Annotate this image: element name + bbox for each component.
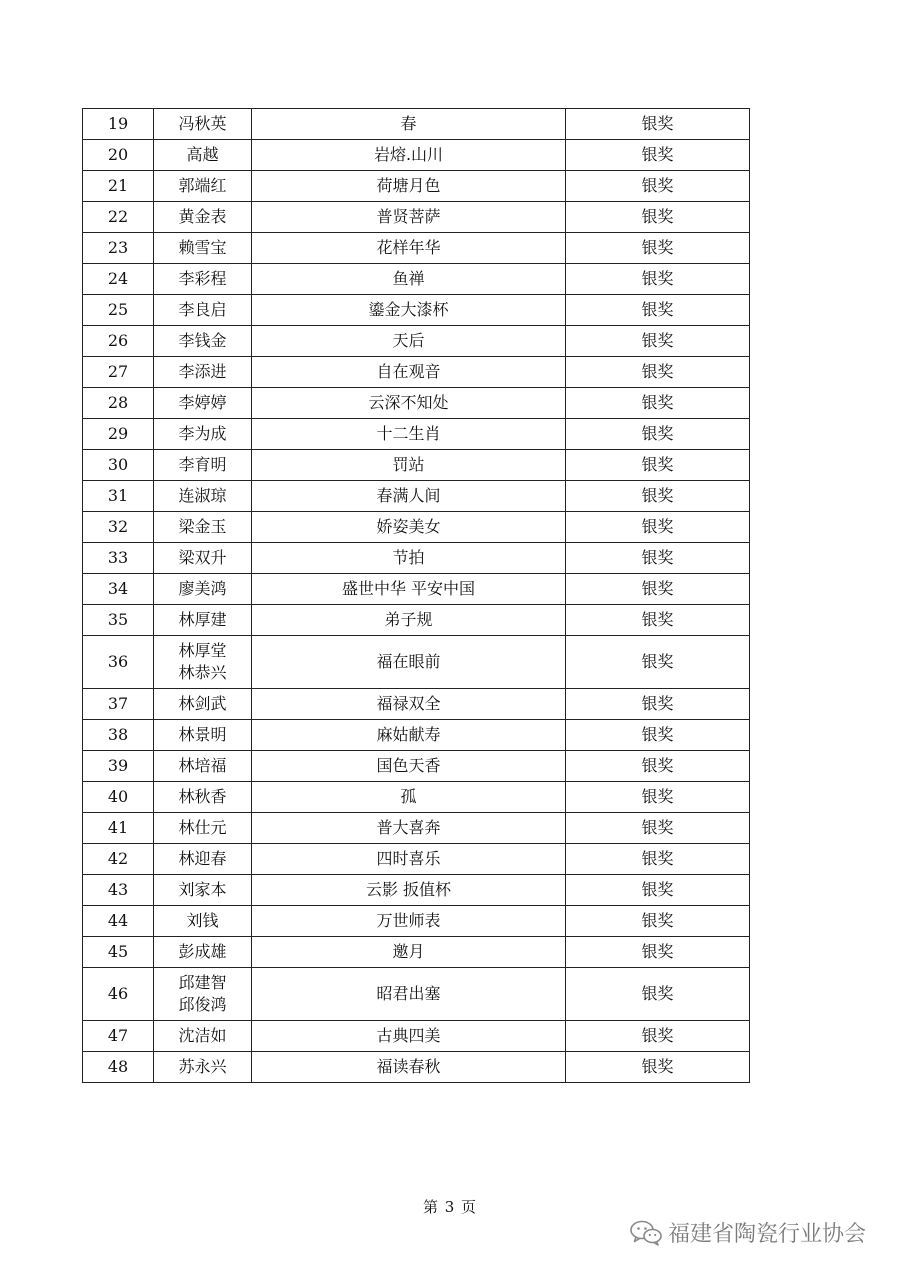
table-row xyxy=(83,202,750,233)
table-row xyxy=(83,875,750,906)
author-name-cell xyxy=(154,574,252,605)
work-title: 云影 扳值杯 xyxy=(252,875,566,906)
award-level: 银奖 xyxy=(566,605,750,636)
table-row xyxy=(83,906,750,937)
author-name: 李良启 xyxy=(178,300,227,319)
author-name: 连淑琼 xyxy=(178,486,227,505)
award-level: 银奖 xyxy=(566,419,750,450)
award-level: 银奖 xyxy=(566,326,750,357)
row-number: 22 xyxy=(83,202,154,233)
row-number: 42 xyxy=(83,844,154,875)
table-row xyxy=(83,171,750,202)
row-number: 21 xyxy=(83,171,154,202)
author-name: 赖雪宝 xyxy=(178,238,227,257)
row-number: 35 xyxy=(83,605,154,636)
row-number: 29 xyxy=(83,419,154,450)
author-name-cell xyxy=(154,388,252,419)
work-title: 福在眼前 xyxy=(252,636,566,689)
row-number: 19 xyxy=(83,109,154,140)
award-level: 银奖 xyxy=(566,202,750,233)
award-level: 银奖 xyxy=(566,264,750,295)
award-level: 银奖 xyxy=(566,875,750,906)
work-title: 鎏金大漆杯 xyxy=(252,295,566,326)
work-title: 荷塘月色 xyxy=(252,171,566,202)
row-number: 24 xyxy=(83,264,154,295)
table-row xyxy=(83,357,750,388)
table-row xyxy=(83,140,750,171)
row-number: 31 xyxy=(83,481,154,512)
award-level: 银奖 xyxy=(566,906,750,937)
author-name: 刘钱 xyxy=(186,911,219,930)
table-row xyxy=(83,109,750,140)
work-title: 福禄双全 xyxy=(252,689,566,720)
work-title: 天后 xyxy=(252,326,566,357)
row-number: 32 xyxy=(83,512,154,543)
author-name-cell xyxy=(154,937,252,968)
author-name: 李育明 xyxy=(178,455,227,474)
author-name: 高越 xyxy=(186,145,219,164)
award-level: 银奖 xyxy=(566,450,750,481)
author-name-cell xyxy=(154,419,252,450)
author-name-cell xyxy=(154,636,252,689)
award-level: 银奖 xyxy=(566,844,750,875)
award-level: 银奖 xyxy=(566,140,750,171)
author-name: 梁金玉 xyxy=(178,517,227,536)
table-row xyxy=(83,450,750,481)
work-title: 鱼禅 xyxy=(252,264,566,295)
author-name: 沈洁如 xyxy=(178,1026,227,1045)
award-level: 银奖 xyxy=(566,357,750,388)
work-title: 十二生肖 xyxy=(252,419,566,450)
author-name-cell xyxy=(154,1052,252,1083)
row-number: 20 xyxy=(83,140,154,171)
award-level: 银奖 xyxy=(566,171,750,202)
row-number: 38 xyxy=(83,720,154,751)
row-number: 37 xyxy=(83,689,154,720)
table-row xyxy=(83,813,750,844)
author-name: 林迎春 xyxy=(178,849,227,868)
author-name-cell xyxy=(154,605,252,636)
award-table-body xyxy=(83,109,750,1083)
award-level: 银奖 xyxy=(566,543,750,574)
author-name: 林培福 xyxy=(178,756,227,775)
author-name: 彭成雄 xyxy=(178,942,227,961)
author-name-cell xyxy=(154,109,252,140)
work-title: 普贤菩萨 xyxy=(252,202,566,233)
table-row xyxy=(83,605,750,636)
author-name: 林秋香 xyxy=(178,787,227,806)
row-number: 25 xyxy=(83,295,154,326)
row-number: 36 xyxy=(83,636,154,689)
work-title: 花样年华 xyxy=(252,233,566,264)
work-title: 罚站 xyxy=(252,450,566,481)
author-name-cell xyxy=(154,264,252,295)
award-level: 银奖 xyxy=(566,574,750,605)
author-name: 梁双升 xyxy=(178,548,227,567)
author-name-cell xyxy=(154,202,252,233)
row-number: 34 xyxy=(83,574,154,605)
work-title: 四时喜乐 xyxy=(252,844,566,875)
award-level: 银奖 xyxy=(566,968,750,1021)
author-name: 冯秋英 xyxy=(178,114,227,133)
table-row xyxy=(83,689,750,720)
row-number: 45 xyxy=(83,937,154,968)
table-row xyxy=(83,720,750,751)
work-title: 昭君出塞 xyxy=(252,968,566,1021)
author-name-cell xyxy=(154,968,252,1021)
author-name: 李为成 xyxy=(178,424,227,443)
work-title: 节拍 xyxy=(252,543,566,574)
work-title: 邀月 xyxy=(252,937,566,968)
table-row xyxy=(83,968,750,1021)
work-title: 麻姑献寿 xyxy=(252,720,566,751)
author-name: 苏永兴 xyxy=(178,1057,227,1076)
row-number: 33 xyxy=(83,543,154,574)
award-table xyxy=(82,108,750,1083)
row-number: 41 xyxy=(83,813,154,844)
table-row xyxy=(83,264,750,295)
work-title: 娇姿美女 xyxy=(252,512,566,543)
watermark-text: 福建省陶瓷行业协会 xyxy=(668,1222,867,1247)
work-title: 孤 xyxy=(252,782,566,813)
author-name: 李彩程 xyxy=(178,269,227,288)
author-name-cell xyxy=(154,1021,252,1052)
work-title: 自在观音 xyxy=(252,357,566,388)
author-name: 邱建智 xyxy=(178,973,227,992)
table-row xyxy=(83,844,750,875)
work-title: 国色天香 xyxy=(252,751,566,782)
award-level: 银奖 xyxy=(566,813,750,844)
award-level: 银奖 xyxy=(566,937,750,968)
work-title: 盛世中华 平安中国 xyxy=(252,574,566,605)
author-name: 林仕元 xyxy=(178,818,227,837)
author-name-cell xyxy=(154,751,252,782)
award-level: 银奖 xyxy=(566,1052,750,1083)
award-level: 银奖 xyxy=(566,109,750,140)
award-level: 银奖 xyxy=(566,636,750,689)
award-level: 银奖 xyxy=(566,751,750,782)
author-name: 李钱金 xyxy=(178,331,227,350)
author-name-cell xyxy=(154,875,252,906)
row-number: 26 xyxy=(83,326,154,357)
table-row xyxy=(83,419,750,450)
table-row xyxy=(83,1021,750,1052)
award-level: 银奖 xyxy=(566,782,750,813)
author-name: 林厚堂 xyxy=(178,641,227,660)
table-row xyxy=(83,388,750,419)
author-name-cell xyxy=(154,450,252,481)
row-number: 23 xyxy=(83,233,154,264)
work-title: 普大喜奔 xyxy=(252,813,566,844)
work-title: 春 xyxy=(252,109,566,140)
table-row xyxy=(83,543,750,574)
wechat-icon xyxy=(630,1220,662,1246)
table-row xyxy=(83,751,750,782)
work-title: 弟子规 xyxy=(252,605,566,636)
table-row xyxy=(83,1052,750,1083)
table-row xyxy=(83,481,750,512)
work-title: 岩熔.山川 xyxy=(252,140,566,171)
author-name: 郭端红 xyxy=(178,176,227,195)
author-name: 廖美鸿 xyxy=(178,579,227,598)
author-name: 林景明 xyxy=(178,725,227,744)
award-level: 银奖 xyxy=(566,512,750,543)
row-number: 48 xyxy=(83,1052,154,1083)
row-number: 43 xyxy=(83,875,154,906)
author-name-cell xyxy=(154,813,252,844)
author-name-cell xyxy=(154,543,252,574)
watermark xyxy=(630,1217,866,1248)
author-name-cell xyxy=(154,689,252,720)
author-name-cell xyxy=(154,512,252,543)
award-level: 银奖 xyxy=(566,720,750,751)
work-title: 古典四美 xyxy=(252,1021,566,1052)
table-row xyxy=(83,636,750,689)
row-number: 47 xyxy=(83,1021,154,1052)
row-number: 44 xyxy=(83,906,154,937)
table-row xyxy=(83,937,750,968)
author-name: 林恭兴 xyxy=(178,663,227,682)
author-name-cell xyxy=(154,357,252,388)
award-level: 银奖 xyxy=(566,233,750,264)
award-level: 银奖 xyxy=(566,1021,750,1052)
award-level: 银奖 xyxy=(566,481,750,512)
work-title: 云深不知处 xyxy=(252,388,566,419)
author-name: 林厚建 xyxy=(178,610,227,629)
author-name: 黄金表 xyxy=(178,207,227,226)
row-number: 40 xyxy=(83,782,154,813)
work-title: 春满人间 xyxy=(252,481,566,512)
author-name-cell xyxy=(154,720,252,751)
author-name-cell xyxy=(154,140,252,171)
author-name: 林剑武 xyxy=(178,694,227,713)
author-name: 邱俊鸿 xyxy=(178,995,227,1014)
author-name: 李添进 xyxy=(178,362,227,381)
author-name-cell xyxy=(154,171,252,202)
author-name-cell xyxy=(154,906,252,937)
row-number: 30 xyxy=(83,450,154,481)
row-number: 28 xyxy=(83,388,154,419)
table-row xyxy=(83,233,750,264)
author-name-cell xyxy=(154,844,252,875)
table-row xyxy=(83,295,750,326)
table-row xyxy=(83,326,750,357)
table-row xyxy=(83,574,750,605)
page-number: 第 3 页 xyxy=(422,1198,478,1216)
award-level: 银奖 xyxy=(566,295,750,326)
table-row xyxy=(83,782,750,813)
work-title: 福读春秋 xyxy=(252,1052,566,1083)
row-number: 46 xyxy=(83,968,154,1021)
author-name-cell xyxy=(154,295,252,326)
work-title: 万世师表 xyxy=(252,906,566,937)
author-name-cell xyxy=(154,782,252,813)
award-level: 银奖 xyxy=(566,388,750,419)
award-level: 银奖 xyxy=(566,689,750,720)
author-name: 李婷婷 xyxy=(178,393,227,412)
author-name-cell xyxy=(154,481,252,512)
table-row xyxy=(83,512,750,543)
row-number: 27 xyxy=(83,357,154,388)
author-name-cell xyxy=(154,326,252,357)
row-number: 39 xyxy=(83,751,154,782)
author-name: 刘家本 xyxy=(178,880,227,899)
author-name-cell xyxy=(154,233,252,264)
